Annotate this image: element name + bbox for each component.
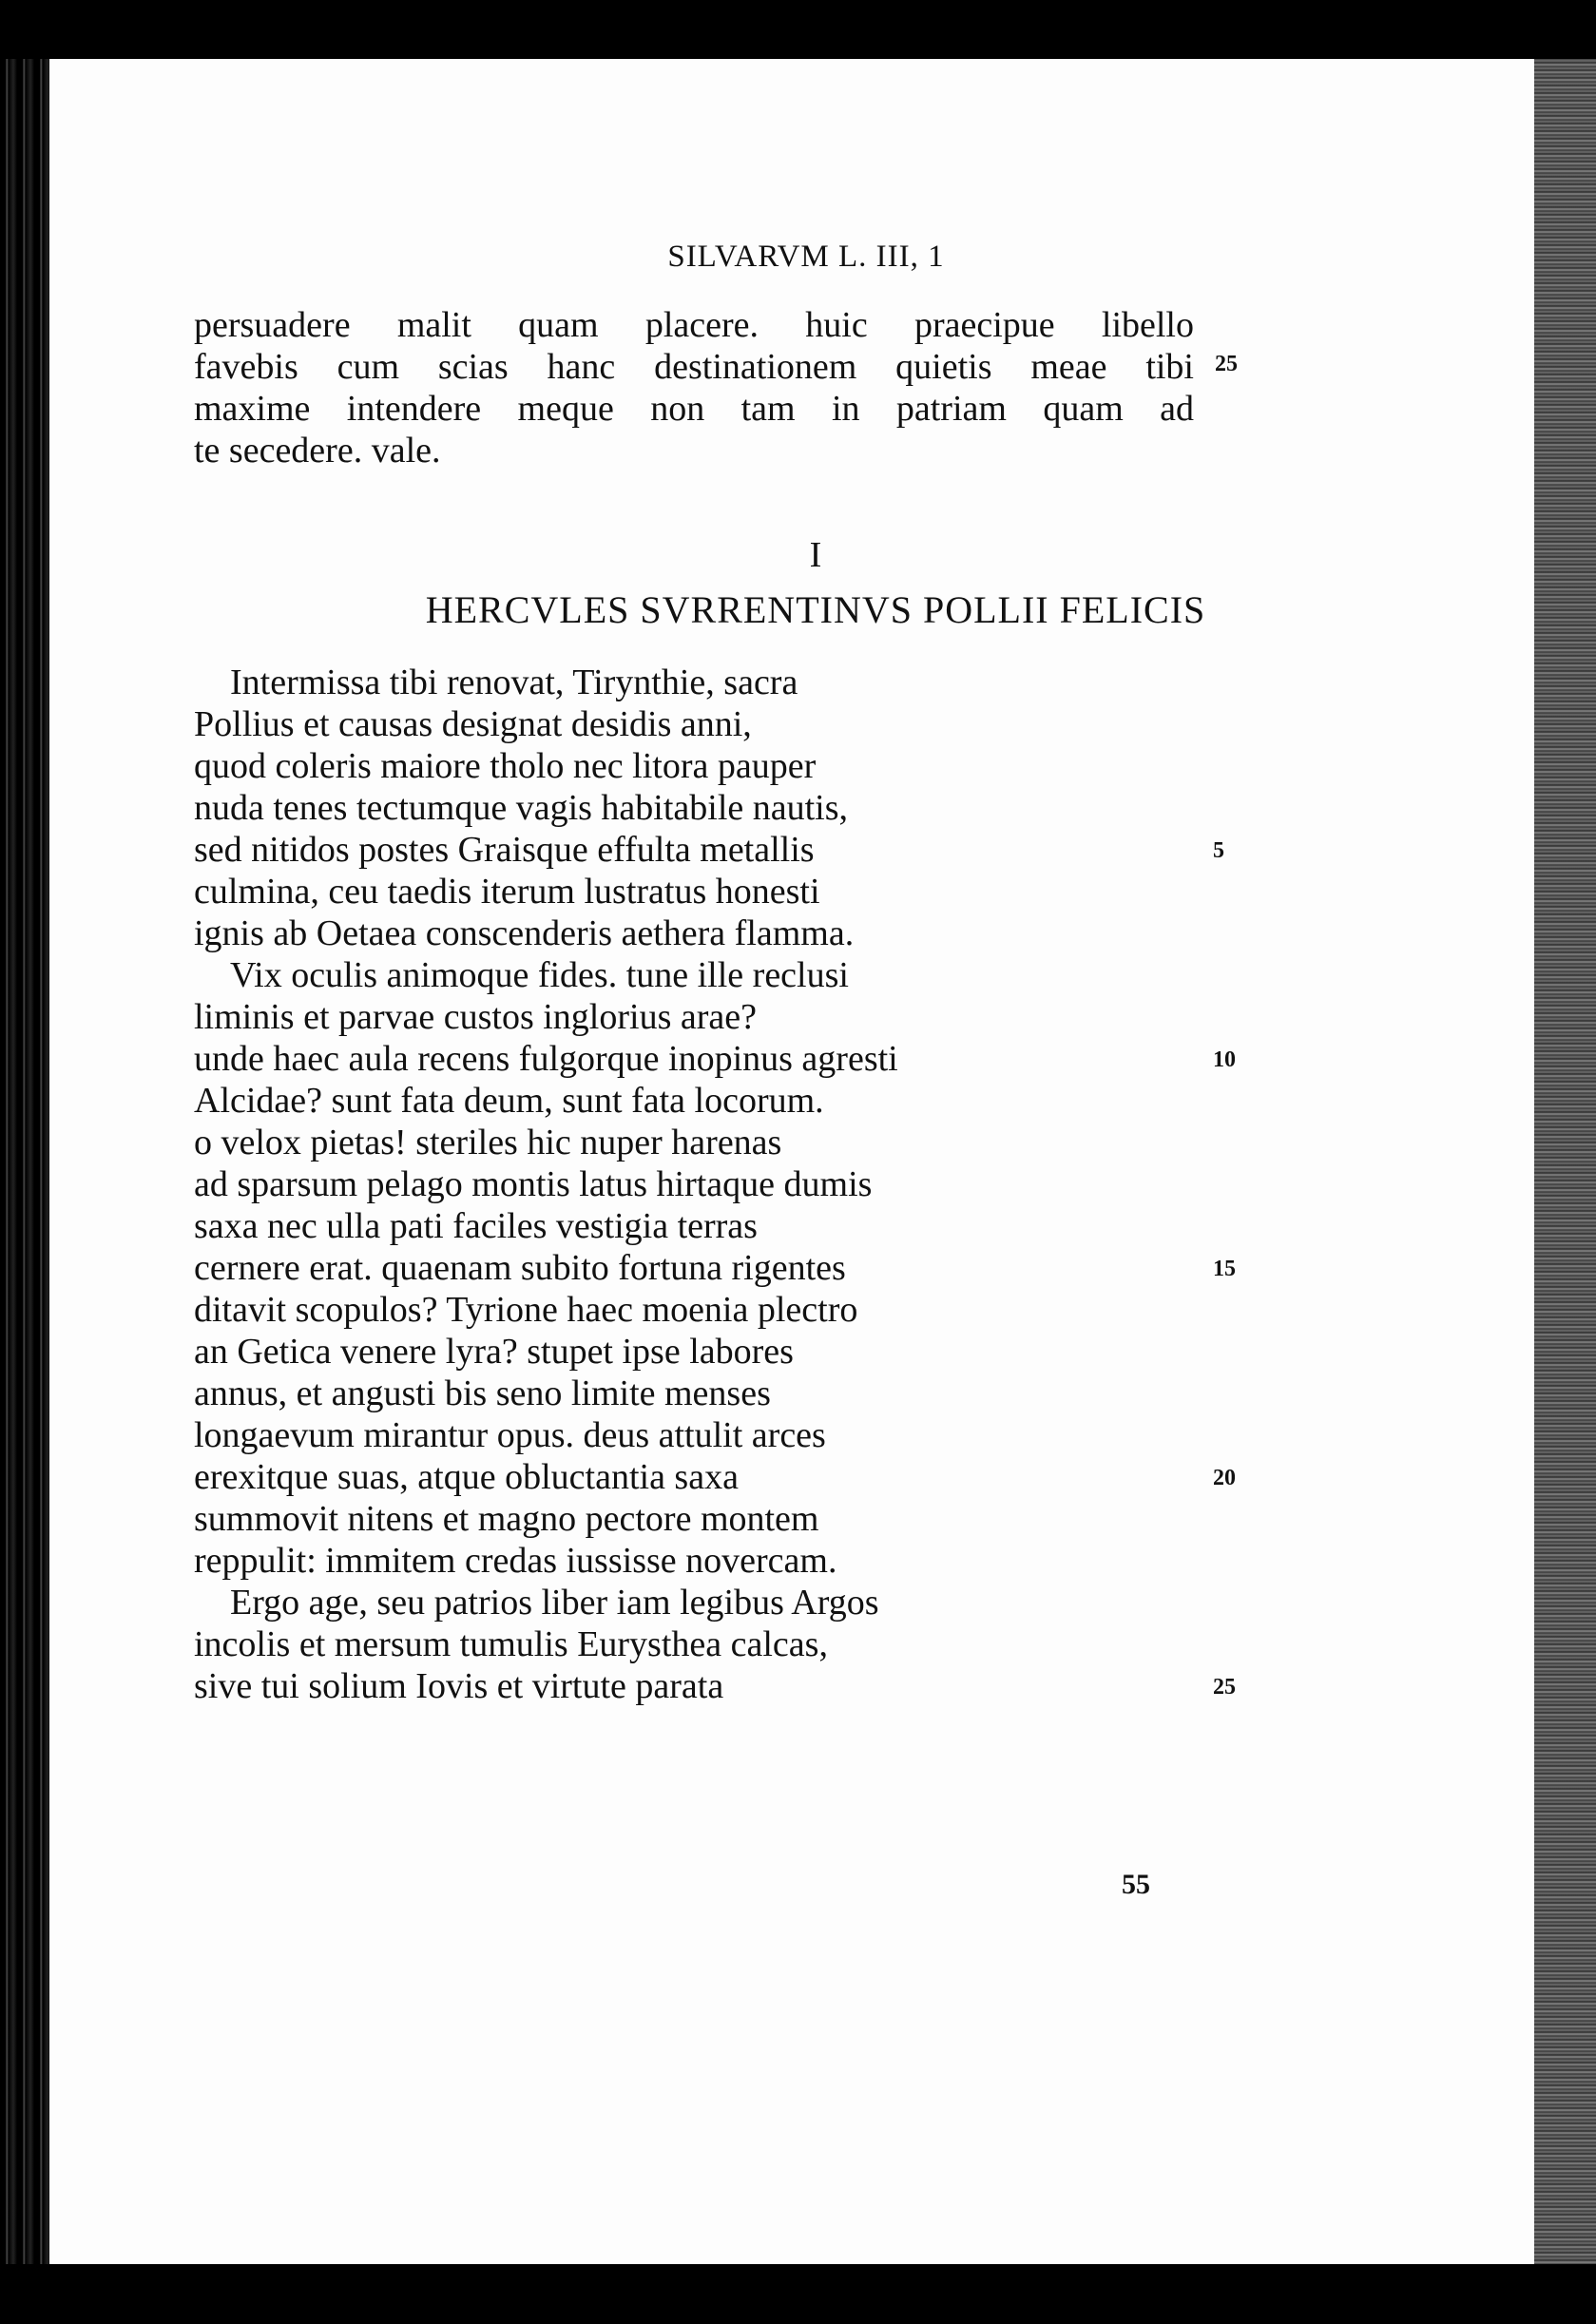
verse-text: culmina, ceu taedis iterum lustratus honesti — [194, 872, 820, 912]
verse-line — [194, 1582, 1335, 1623]
verse-line-number: 5 — [1213, 838, 1224, 863]
verse-line-number: 25 — [1213, 1675, 1236, 1700]
verse-text: incolis et mersum tumulis Eurysthea calcas, — [194, 1624, 828, 1664]
verse-text: an Getica venere lyra? stupet ipse labores — [194, 1332, 794, 1372]
book-binding-edge — [0, 59, 49, 2264]
verse-line — [194, 1623, 1335, 1665]
verse-line — [194, 703, 1335, 745]
verse-text: ignis ab Oetaea conscenderis aethera flamma. — [194, 913, 855, 953]
line-number: 25 — [1215, 352, 1238, 376]
verse-text: ditavit scopulos? Tyrione haec moenia plectro — [194, 1290, 858, 1330]
prose-line: persuadere malit quam placere. huic praecipue libello — [194, 305, 1194, 345]
verse-line — [194, 829, 1335, 871]
verse-text: Alcidae? sunt fata deum, sunt fata locorum. — [194, 1081, 824, 1121]
verse-line — [194, 1080, 1335, 1122]
verse-line — [194, 787, 1335, 829]
running-head: SILVARVM L. III, 1 — [667, 240, 945, 274]
prose-line: favebis cum scias hanc destinationem quietis meae tibi 25 — [194, 347, 1238, 387]
verse-text: summovit nitens et magno pectore montem — [194, 1499, 819, 1539]
verse-line — [194, 1373, 1335, 1414]
verse-text: nuda tenes tectumque vagis habitabile nautis, — [194, 788, 849, 828]
verse-line-number: 20 — [1213, 1466, 1236, 1490]
poem-title: HERCVLES SVRRENTINVS POLLII FELICIS — [425, 588, 1206, 631]
verse-line — [194, 1540, 1335, 1582]
section-numeral: I — [809, 535, 822, 575]
verse-text: o velox pietas! steriles hic nuper harenas — [194, 1123, 782, 1162]
verse-text: erexitque suas, atque obluctantia saxa — [194, 1457, 739, 1497]
prose-line: te secedere. vale. — [194, 431, 441, 471]
verse-line — [194, 1247, 1335, 1289]
page-number: 55 — [1122, 1869, 1150, 1900]
verse-text: quod coleris maiore tholo nec litora pauper — [194, 746, 817, 786]
verse-line — [194, 1289, 1335, 1331]
verse-text: cernere erat. quaenam subito fortuna rigentes — [194, 1248, 846, 1288]
verse-line — [194, 1456, 1335, 1498]
verse-line — [194, 1205, 1335, 1247]
verse-text: saxa nec ulla pati faciles vestigia terras — [194, 1206, 758, 1246]
verse-text: Pollius et causas designat desidis anni, — [194, 704, 752, 744]
verse-text: sive tui solium Iovis et virtute parata — [194, 1666, 724, 1706]
verse-text: annus, et angusti bis seno limite menses — [194, 1373, 771, 1413]
verse-text: reppulit: immitem credas iussisse novercam. — [194, 1541, 837, 1581]
verse-line — [194, 1414, 1335, 1456]
verse-line — [194, 912, 1335, 954]
verse-text: unde haec aula recens fulgorque inopinus agresti — [194, 1039, 898, 1079]
verse-text: longaevum mirantur opus. deus attulit arces — [194, 1415, 826, 1455]
verse-block — [194, 662, 1335, 1707]
verse-line — [194, 954, 1335, 996]
verse-line — [194, 1038, 1335, 1080]
verse-line — [194, 1665, 1335, 1707]
verse-line — [194, 662, 1335, 703]
verse-line — [194, 1122, 1335, 1163]
verse-line — [194, 1163, 1335, 1205]
verse-text: ad sparsum pelago montis latus hirtaque dumis — [194, 1164, 873, 1204]
prose-block — [194, 304, 1238, 471]
verse-text: sed nitidos postes Graisque effulta metallis — [194, 830, 815, 870]
verse-line-number: 10 — [1213, 1047, 1236, 1072]
page-stack-edge — [1534, 59, 1596, 2264]
verse-line — [194, 745, 1335, 787]
book-page — [49, 59, 1534, 2264]
verse-text: Intermissa tibi renovat, Tirynthie, sacra — [230, 663, 798, 702]
prose-line: maxime intendere meque non tam in patriam quam ad — [194, 389, 1194, 429]
verse-line-number: 15 — [1213, 1257, 1236, 1281]
verse-line — [194, 996, 1335, 1038]
verse-text: liminis et parvae custos inglorius arae? — [194, 997, 757, 1037]
verse-line — [194, 1331, 1335, 1373]
verse-line — [194, 871, 1335, 912]
verse-line — [194, 1498, 1335, 1540]
verse-text: Ergo age, seu patrios liber iam legibus Argos — [230, 1583, 879, 1623]
verse-text: Vix oculis animoque fides. tune ille reclusi — [230, 955, 849, 995]
